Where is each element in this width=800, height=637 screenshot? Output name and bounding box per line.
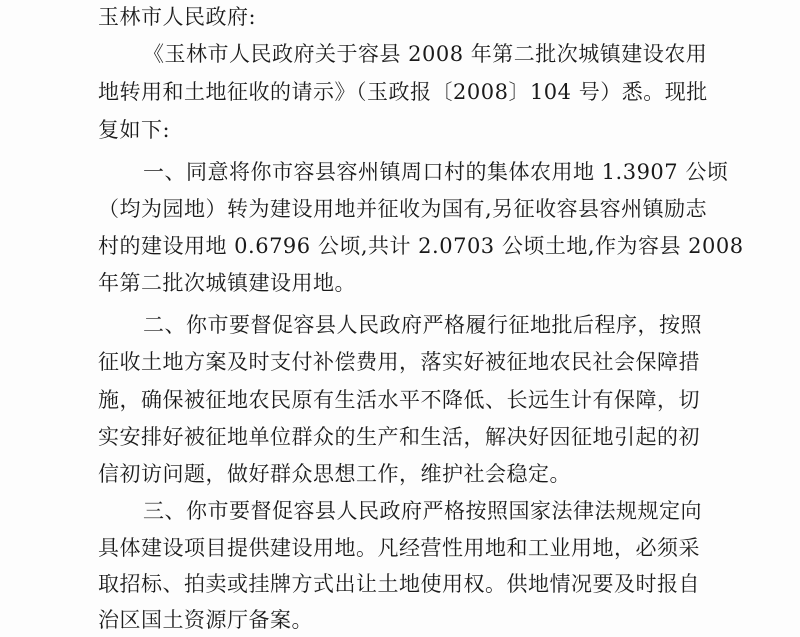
- paragraph-line: 实安排好被征地单位群众的生产和生活，解决好因征地引起的初: [98, 425, 700, 449]
- paragraph-line: 治区国土资源厅备案。: [98, 608, 313, 632]
- paragraph-line: 三、你市要督促容县人民政府严格按照国家法律法规规定向: [143, 499, 702, 523]
- paragraph-line: 地转用和土地征收的请示》（玉政报〔2008〕104 号）悉。现批: [98, 80, 708, 104]
- paragraph-line: 年第二批次城镇建设用地。: [98, 271, 356, 295]
- paragraph-line: 一、同意将你市容县容州镇周口村的集体农用地 1.3907 公顷: [143, 160, 729, 184]
- paragraph-line: 《玉林市人民政府关于容县 2008 年第二批次城镇建设农用: [143, 42, 708, 66]
- paragraph-line: 具体建设项目提供建设用地。凡经营性用地和工业用地，必须采: [98, 536, 700, 560]
- paragraph-line: （均为园地）转为建设用地并征收为国有,另征收容县容州镇励志: [98, 197, 708, 221]
- paragraph-line: 二、你市要督促容县人民政府严格履行征地批后程序，按照: [143, 313, 702, 337]
- paragraph-line: 信初访问题，做好群众思想工作，维护社会稳定。: [98, 462, 571, 486]
- paragraph-line: 征收土地方案及时支付补偿费用，落实好被征地农民社会保障措: [98, 350, 700, 374]
- paragraph-line: 取招标、拍卖或挂牌方式出让土地使用权。供地情况要及时报自: [98, 572, 700, 596]
- paragraph-line: 复如下:: [98, 118, 171, 142]
- salutation: 玉林市人民政府:: [98, 5, 257, 29]
- paragraph-line: 施，确保被征地农民原有生活水平不降低、长远生计有保障，切: [98, 388, 700, 412]
- paragraph-line: 村的建设用地 0.6796 公顷,共计 2.0703 公顷土地,作为容县 2008: [98, 234, 744, 258]
